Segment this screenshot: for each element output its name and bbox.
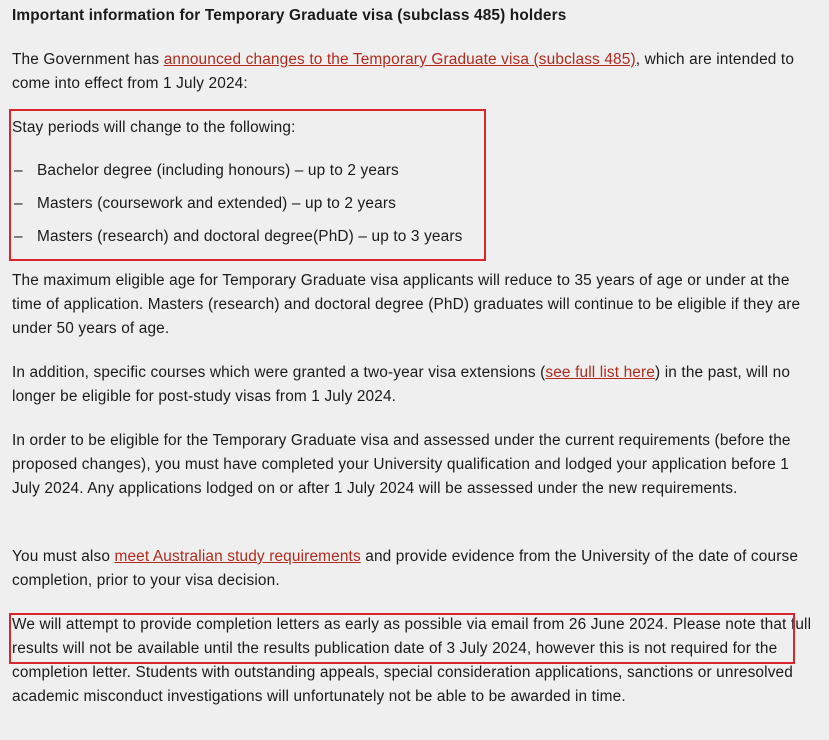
study-text-after: and provide evidence from the University of the date of course completion, prior to your visa decision. bbox=[12, 548, 799, 589]
list-item bbox=[12, 225, 462, 258]
stay-periods-lead: Stay periods will change to the following: bbox=[12, 119, 296, 136]
extension-text-before: In addition, specific courses which were granted a two-year visa extensions ( bbox=[12, 364, 546, 381]
list-item bbox=[12, 159, 462, 192]
study-paragraph bbox=[12, 545, 812, 593]
announced-changes-link[interactable]: announced changes to the Temporary Graduate visa (subclass 485) bbox=[163, 51, 636, 68]
intro-text-after: , which are intended to come into effect from 1 July 2024: bbox=[12, 51, 795, 92]
intro-paragraph bbox=[12, 48, 812, 96]
extension-paragraph bbox=[12, 361, 812, 409]
study-requirements-link[interactable]: meet Australian study requirements bbox=[114, 548, 361, 565]
page-heading: Important information for Temporary Graduate visa (subclass 485) holders bbox=[12, 7, 567, 24]
age-paragraph: The maximum eligible age for Temporary Graduate visa applicants will reduce to 35 years of age or under at the time of application. Masters (research) and doctoral degree (PhD) graduates will continue to be eligible if they are under 50 years of age. bbox=[12, 272, 801, 337]
stay-periods-list bbox=[12, 159, 462, 258]
dash-bullet: – bbox=[14, 228, 23, 245]
see-full-list-link[interactable]: see full list here bbox=[545, 364, 656, 381]
list-item bbox=[12, 192, 462, 225]
completion-paragraph: We will attempt to provide completion letters as early as possible via email from 26 June 2024. Please note that full results will not be available until the results publication date of 3 July 2024, however this is not required for the completion letter. Students with outstanding appeals, special consideration applications, sanctions or unresolved academic misconduct investigations will unfortunately not be able to be awarded in time. bbox=[12, 616, 812, 705]
extension-text-after: ) in the past, will no longer be eligible for post-study visas from 1 July 2024. bbox=[12, 364, 791, 405]
list-item-text: Masters (coursework and extended) – up to 2 years bbox=[37, 195, 396, 212]
dash-bullet: – bbox=[14, 195, 23, 212]
list-item-text: Bachelor degree (including honours) – up to 2 years bbox=[37, 162, 399, 179]
list-item-text: Masters (research) and doctoral degree(PhD) – up to 3 years bbox=[37, 228, 463, 245]
dash-bullet: – bbox=[14, 162, 23, 179]
intro-text-before: The Government has bbox=[12, 51, 164, 68]
eligibility-paragraph: In order to be eligible for the Temporary Graduate visa and assessed under the current requirements (before the proposed changes), you must have completed your University qualification and lodged your application before 1 July 2024. Any applications lodged on or after 1 July 2024 will be assessed under the new requirements. bbox=[12, 432, 791, 497]
study-text-before: You must also bbox=[12, 548, 115, 565]
